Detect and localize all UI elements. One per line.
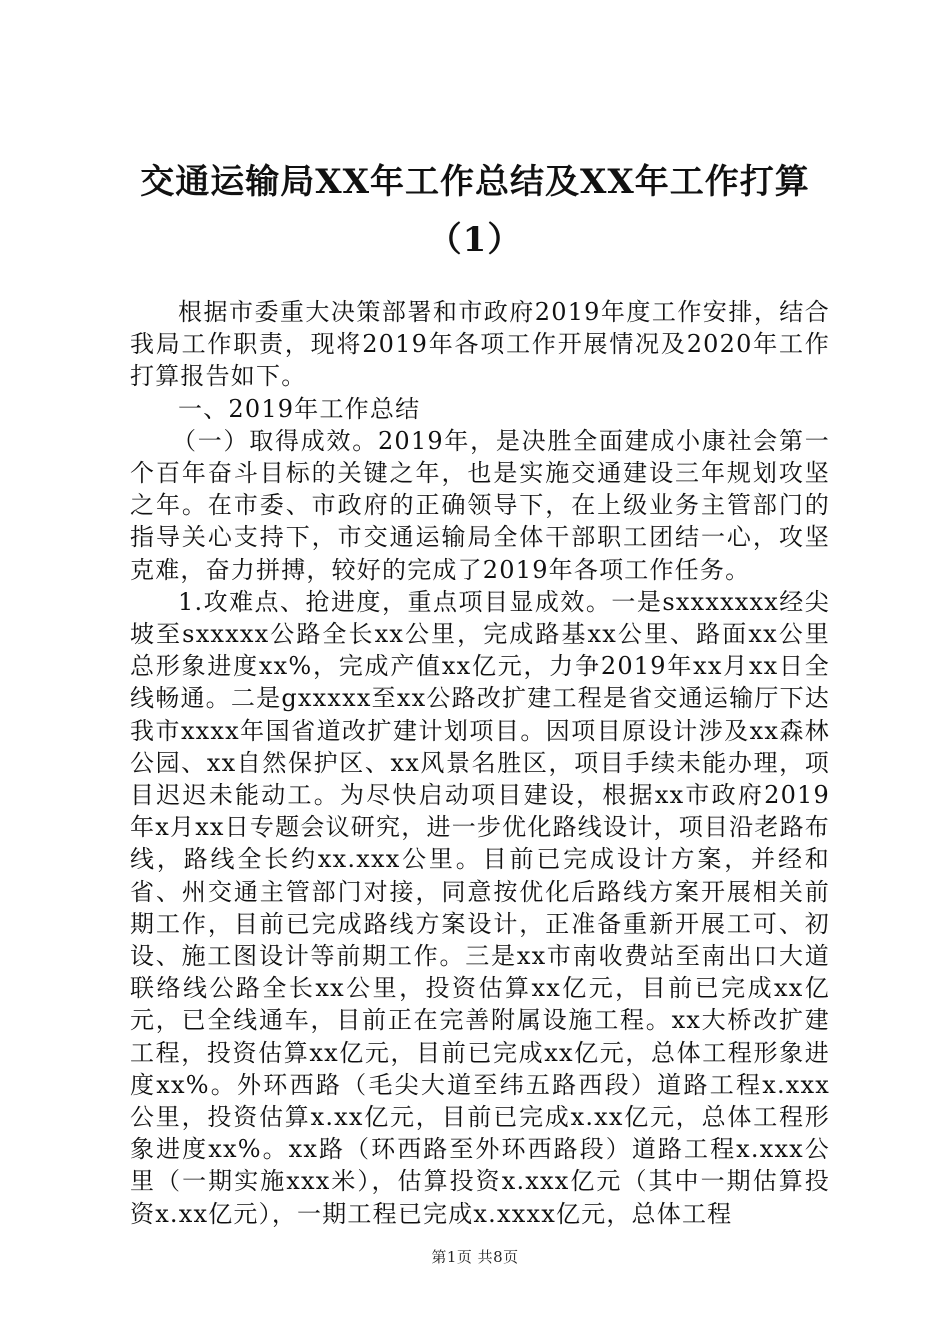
document-title: 交通运输局XX年工作总结及XX年工作打算: [140, 162, 810, 202]
document-title-number: （1）: [427, 220, 523, 260]
intro-paragraph: 根据市委重大决策部署和市政府2019年度工作安排，结合我局工作职责，现将2019年各项工作开展情况及2020年工作打算报告如下。: [130, 298, 830, 391]
document-body: [130, 296, 830, 1230]
achievements-paragraph: （一）取得成效。2019年，是决胜全面建成小康社会第一个百年奋斗目标的关键之年，也是实施交通建设三年规划攻坚之年。在市委、市政府的正确领导下，在上级业务主管部门的指导关心支持下，市交通运输局全体干部职工团结一心，攻坚克难，奋力拼搏，较好的完成了2019年各项工作任务。: [130, 426, 830, 584]
page-footer: 第1页 共8页: [431, 1248, 519, 1266]
section-heading: 一、2019年工作总结: [178, 394, 421, 423]
key-projects-paragraph: 1.攻难点、抢进度，重点项目显成效。一是sxxxxxxx经尖坡至sxxxxx公路全长xx公里，完成路基xx公里、路面xx公里总形象进度xx%，完成产值xx亿元，力争2019年xx月xx日全线畅通。二是gxxxxx至xx公路改扩建工程是省交通运输厅下达我市xxxx年国省道改扩建计划项目。因项目原设计涉及xx森林公园、xx自然保护区、xx风景名胜区，项目手续未能办理，项目迟迟未能动工。为尽快启动项目建设，根据xx市政府2019年x月xx日专题会议研究，进一步优化路线设计，项目沿老路布线，路线全长约xx.xxx公里。目前已完成设计方案，并经和省、州交通主管部门对接，同意按优化后路线方案开展相关前期工作，目前已完成路线方案设计，正准备重新开展工可、初设、施工图设计等前期工作。三是xx市南收费站至南出口大道联络线公路全长xx公里，投资估算xx亿元，目前已完成xx亿元，已全线通车，目前正在完善附属设施工程。xx大桥改扩建工程，投资估算xx亿元，目前已完成xx亿元，总体工程形象进度xx%。外环西路（毛尖大道至纬五路西段）道路工程x.xxx公里，投资估算x.xx亿元，目前已完成x.xx亿元，总体工程形象进度xx%。xx路（环西路至外环西路段）道路工程x.xxx公里（一期实施xxx米），估算投资x.xxx亿元（其中一期估算投资x.xx亿元），一期工程已完成x.xxxx亿元，总体工程: [130, 587, 830, 1228]
